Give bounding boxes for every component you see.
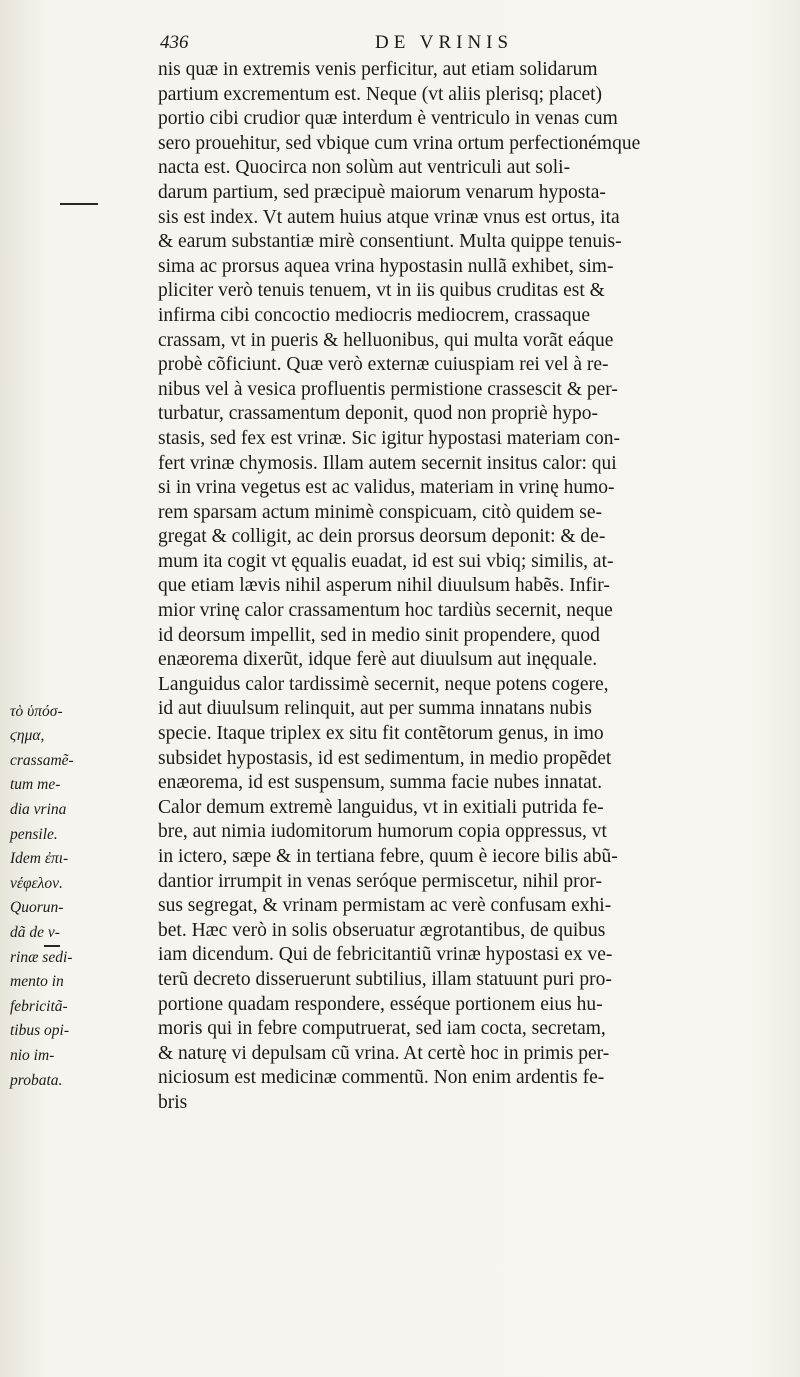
margin-rule [60,203,98,205]
text-line: pliciter verò tenuis tenuem, vt in iis quibus cruditas est & [158,280,605,302]
marginal-note: ϛημα, [10,727,45,745]
text-line: que etiam lævis nihil asperum nihil diuulsum habẽs. Infir- [158,575,610,597]
text-line: enæorema dixerũt, idque ferè aut diuulsum aut inęquale. [158,649,598,671]
text-line: stasis, sed fex est vrinæ. Sic igitur hypostasi materiam con- [158,427,620,449]
text-line: moris qui in febre computruerat, sed iam cocta, secretam, [158,1018,606,1040]
marginal-note: tibus opi- [10,1022,69,1040]
text-line: sus segregat, & vrinam permistam ac verè confusam exhi- [158,895,612,917]
text-line: si in vrina vegetus est ac validus, materiam in vrinę humo- [158,477,615,499]
marginal-note: τὸ ὑπόσ- [10,702,63,720]
text-line: enæorema, id est suspensum, summa facie nubes innatat. [158,772,603,794]
text-line: portione quadam respondere, esséque portionem eius hu- [158,993,603,1015]
text-line: rem sparsam actum minimè conspicuam, citò quidem se- [158,501,603,523]
text-line: nacta est. Quocirca non solùm aut ventriculi aut soli- [158,157,571,179]
text-line: Calor demum extremè languidus, vt in exitiali putrida fe- [158,796,604,818]
marginal-note: probata. [10,1071,63,1089]
marginal-note: dã de v- [10,924,60,941]
text-line: dantior irrumpit in venas seróque permiscetur, nihil pror- [158,870,602,892]
text-line: in ictero, sæpe & in tertiana febre, quum è iecore bilis abũ- [158,846,618,867]
marginal-note: Quorun- [10,899,64,917]
text-line: specie. Itaque triplex ex situ fit contẽtorum genus, in imo [158,723,604,745]
text-line: Languidus calor tardissimè secernit, neque potens cogere, [158,673,609,695]
text-line: infirma cibi concoctio mediocris mediocrem, crassaque [158,304,591,326]
marginal-note: tum me- [10,776,61,794]
text-line: & naturę vi depulsam cũ vrina. At certè hoc in primis per- [158,1042,610,1064]
text-line: nibus vel à vesica profluentis permistione crassescit & per- [158,378,618,400]
text-line: bris [158,1091,188,1113]
marginal-note: crassamẽ- [10,751,74,769]
text-line: darum partium, sed præcipuè maiorum venarum hyposta- [158,181,606,203]
text-line: terũ decreto disseruerunt subtilius, illam statuunt puri pro- [158,968,612,990]
text-line: & earum substantiæ mirè consentiunt. Multa quippe tenuis- [158,231,622,253]
page-header [160,32,580,60]
marginal-note: Idem ἐπι- [10,850,69,868]
text-line: gregat & colligit, ac dein prorsus deorsum deponit: & de- [158,526,606,548]
text-line: nis quæ in extremis venis perficitur, aut etiam solidarum [158,59,598,80]
text-line: bet. Hæc verò in solis obseruatur ægrotantibus, de quibus [158,919,606,941]
marginal-note: pensile. [10,825,58,843]
marginal-note: rinæ sedi- [10,948,73,966]
text-line: probè cõficiunt. Quæ verò externæ cuiuspiam rei vel à re- [158,354,609,376]
running-title: DE VRINIS [375,32,514,53]
text-line: fert vrinæ chymosis. Illam autem secernit insitus calor: qui [158,452,617,474]
text-line: partium excrementum est. Neque (vt aliis plerisq; placet) [158,83,603,105]
marginal-note: νέφελον. [10,874,63,892]
marginal-note: mento in [10,973,64,991]
text-line: iam dicendum. Qui de febricitantiũ vrinæ hypostasi ex ve- [158,944,613,966]
body-text [158,58,792,1116]
marginal-note: nio im- [10,1047,55,1064]
text-line: niciosum est medicinæ commentũ. Non enim ardentis fe- [158,1067,605,1089]
text-line: sis est index. Vt autem huius atque vrinæ vnus est ortus, ita [158,206,620,228]
text-line: turbatur, crassamentum deponit, quod non propriè hypo- [158,403,599,425]
text-line: sima ac prorsus aquea vrina hypostasin nullã exhibet, sim- [158,255,614,277]
text-line: mior vrinę calor crassamentum hoc tardiùs secernit, neque [158,600,613,622]
text-line: id deorsum impellit, sed in medio sinit propendere, quod [158,624,600,646]
text-line: portio cibi crudior quæ interdum è ventriculo in venas cum [158,108,618,130]
page-number: 436 [160,32,189,53]
text-line: crassam, vt in pueris & helluonibus, qui multa vorãt eáque [158,329,614,351]
marginal-note: febricitã- [10,997,68,1015]
text-line: subsidet hypostasis, id est sedimentum, in medio propẽdet [158,747,612,769]
text-line: sero prouehitur, sed vbique cum vrina ortum perfectionémque [158,132,641,154]
marginal-note: dia vrina [10,801,67,818]
text-line: mum ita cogit vt ęqualis euadat, id est sui vbiq; similis, at- [158,550,614,572]
text-line: id aut diuulsum relinquit, aut per summa innatans nubis [158,698,592,720]
text-line: bre, aut nimia iudomitorum humorum copia oppressus, vt [158,821,607,843]
